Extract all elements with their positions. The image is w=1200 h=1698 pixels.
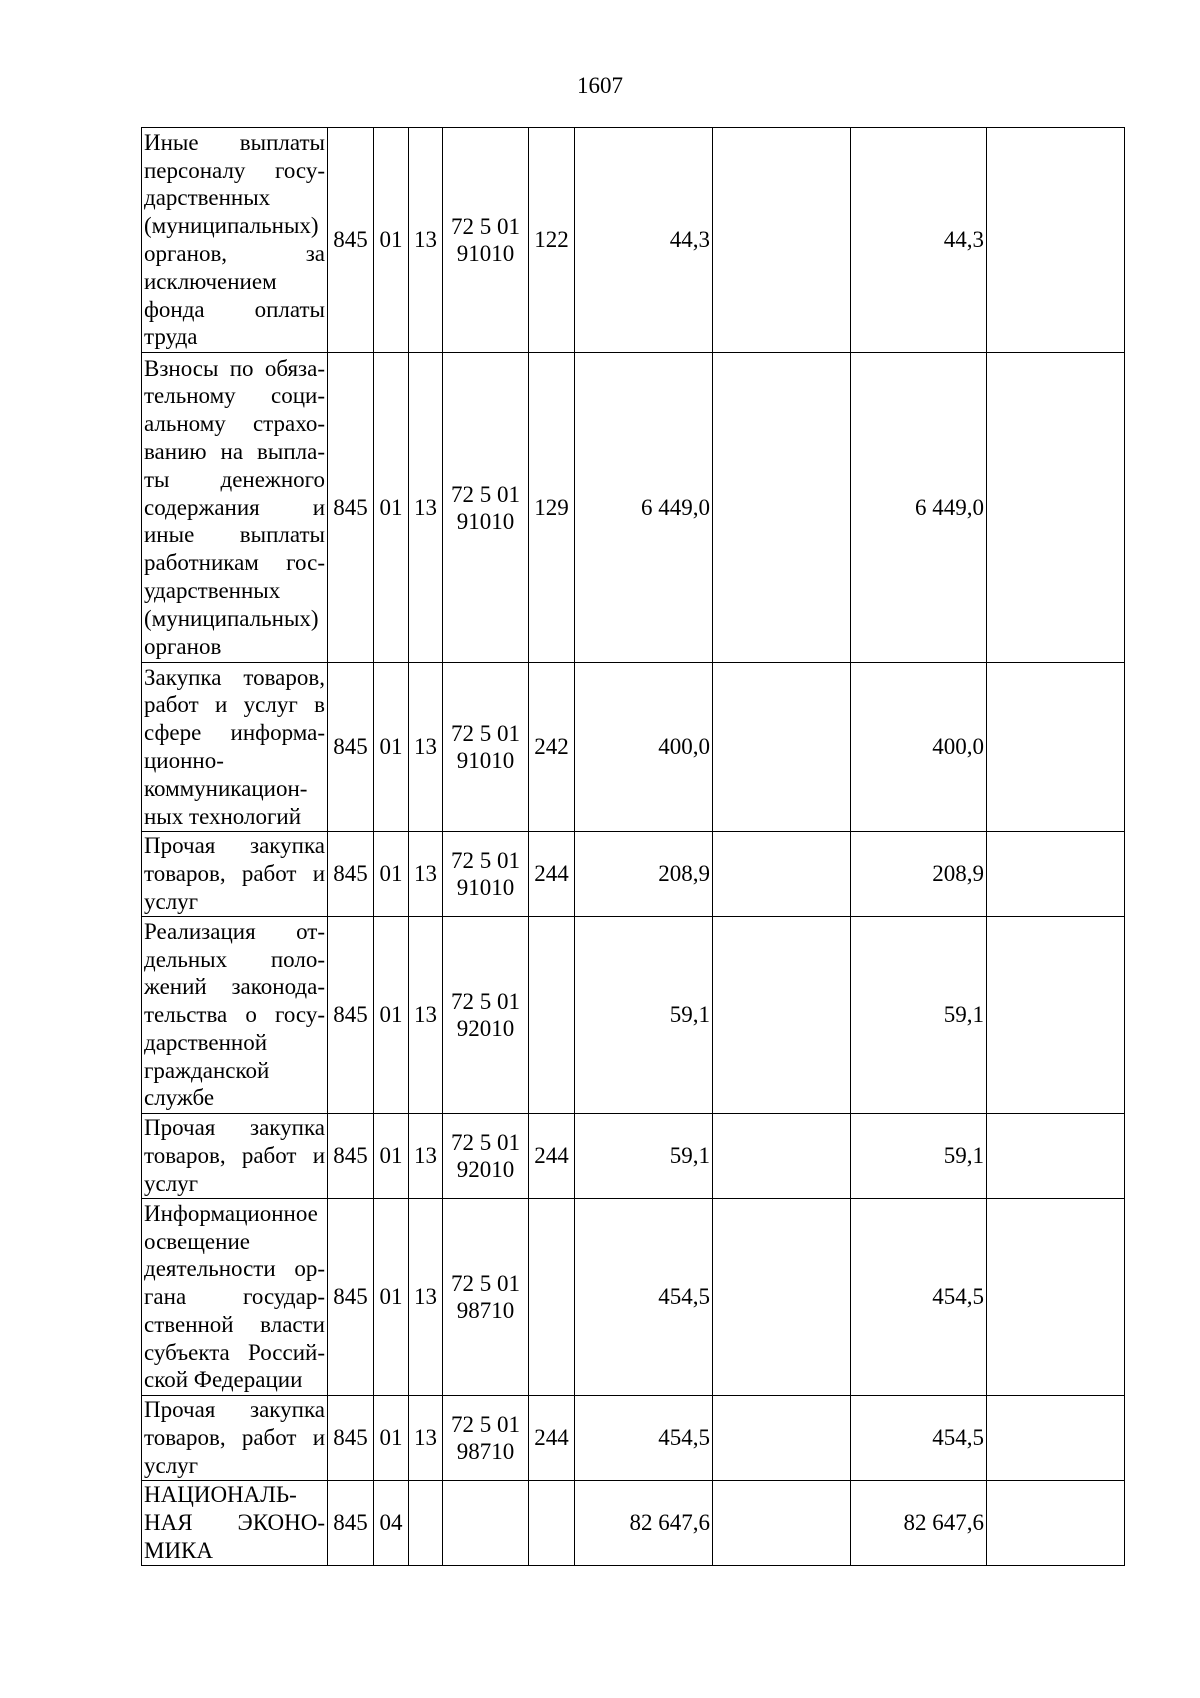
amount-4 [987,832,1125,917]
amount-3: 400,0 [851,663,987,832]
amount-2 [713,832,851,917]
section-code: 01 [374,1114,409,1199]
page-number: 1607 [577,73,623,98]
expense-type-code: 244 [529,1396,575,1481]
amount-3: 59,1 [851,917,987,1114]
table-row [142,1114,1125,1199]
amount-2 [713,1481,851,1566]
amount-4 [987,1114,1125,1199]
admin-code: 845 [328,1114,374,1199]
section-code: 01 [374,1199,409,1396]
row-name: Взносы по обязательному социальному страхованию на выплаты денежного содержания и иные выплаты работникам государственных (муниципальных) органов [142,353,328,663]
table-row [142,663,1125,832]
amount-4 [987,1199,1125,1396]
table-row [142,1481,1125,1566]
amount-3: 454,5 [851,1199,987,1396]
row-name: Иные выплаты персоналу государственных (муниципальных) органов, за исключением фонда оплаты труда [142,128,328,353]
subsection-code: 13 [409,663,443,832]
table-row [142,832,1125,917]
subsection-code [409,1481,443,1566]
row-name: Реализация отдельных положений законодательства о государственной гражданской службе [142,917,328,1114]
subsection-code: 13 [409,128,443,353]
amount-1: 400,0 [575,663,713,832]
amount-4 [987,1396,1125,1481]
row-name: Прочая закупка товаров, работ и услуг [142,1114,328,1199]
admin-code: 845 [328,917,374,1114]
amount-1: 454,5 [575,1199,713,1396]
subsection-code: 13 [409,917,443,1114]
amount-3: 454,5 [851,1396,987,1481]
amount-2 [713,128,851,353]
amount-1: 208,9 [575,832,713,917]
amount-1: 59,1 [575,917,713,1114]
amount-3: 6 449,0 [851,353,987,663]
target-article-code [443,1481,529,1566]
amount-2 [713,917,851,1114]
expense-type-code: 129 [529,353,575,663]
amount-1: 454,5 [575,1396,713,1481]
admin-code: 845 [328,832,374,917]
table-row [142,917,1125,1114]
admin-code: 845 [328,1199,374,1396]
section-code: 04 [374,1481,409,1566]
amount-2 [713,1396,851,1481]
amount-1: 82 647,6 [575,1481,713,1566]
subsection-code: 13 [409,832,443,917]
admin-code: 845 [328,128,374,353]
table-row [142,128,1125,353]
target-article-code: 72 5 01 98710 [443,1199,529,1396]
table-row [142,1396,1125,1481]
section-code: 01 [374,353,409,663]
target-article-code: 72 5 01 91010 [443,663,529,832]
amount-2 [713,1114,851,1199]
section-code: 01 [374,832,409,917]
table-row [142,353,1125,663]
row-name: Информационное освещение деятельности органа государственной власти субъекта Российской Федерации [142,1199,328,1396]
row-name: Прочая закупка товаров, работ и услуг [142,832,328,917]
subsection-code: 13 [409,1114,443,1199]
admin-code: 845 [328,1396,374,1481]
expense-type-code: 242 [529,663,575,832]
target-article-code: 72 5 01 92010 [443,1114,529,1199]
amount-4 [987,917,1125,1114]
target-article-code: 72 5 01 98710 [443,1396,529,1481]
amount-4 [987,663,1125,832]
target-article-code: 72 5 01 91010 [443,832,529,917]
expense-type-code: 244 [529,1114,575,1199]
expense-type-code: 122 [529,128,575,353]
amount-4 [987,128,1125,353]
target-article-code: 72 5 01 91010 [443,128,529,353]
amount-3: 44,3 [851,128,987,353]
admin-code: 845 [328,1481,374,1566]
expense-type-code [529,1481,575,1566]
expense-type-code [529,1199,575,1396]
amount-1: 6 449,0 [575,353,713,663]
amount-3: 208,9 [851,832,987,917]
expense-type-code [529,917,575,1114]
row-name: Закупка товаров, работ и услуг в сфере информационно-коммуникационных технологий [142,663,328,832]
amount-2 [713,353,851,663]
amount-1: 59,1 [575,1114,713,1199]
subsection-code: 13 [409,1396,443,1481]
section-code: 01 [374,917,409,1114]
amount-4 [987,1481,1125,1566]
subsection-code: 13 [409,353,443,663]
amount-2 [713,663,851,832]
row-name: НАЦИОНАЛЬНАЯ ЭКОНОМИКА [142,1481,328,1566]
admin-code: 845 [328,663,374,832]
section-code: 01 [374,1396,409,1481]
row-name: Прочая закупка товаров, работ и услуг [142,1396,328,1481]
amount-1: 44,3 [575,128,713,353]
amount-3: 82 647,6 [851,1481,987,1566]
expense-type-code: 244 [529,832,575,917]
admin-code: 845 [328,353,374,663]
amount-3: 59,1 [851,1114,987,1199]
amount-2 [713,1199,851,1396]
target-article-code: 72 5 01 91010 [443,353,529,663]
target-article-code: 72 5 01 92010 [443,917,529,1114]
section-code: 01 [374,128,409,353]
subsection-code: 13 [409,1199,443,1396]
section-code: 01 [374,663,409,832]
budget-table [141,127,1125,1566]
amount-4 [987,353,1125,663]
table-row [142,1199,1125,1396]
